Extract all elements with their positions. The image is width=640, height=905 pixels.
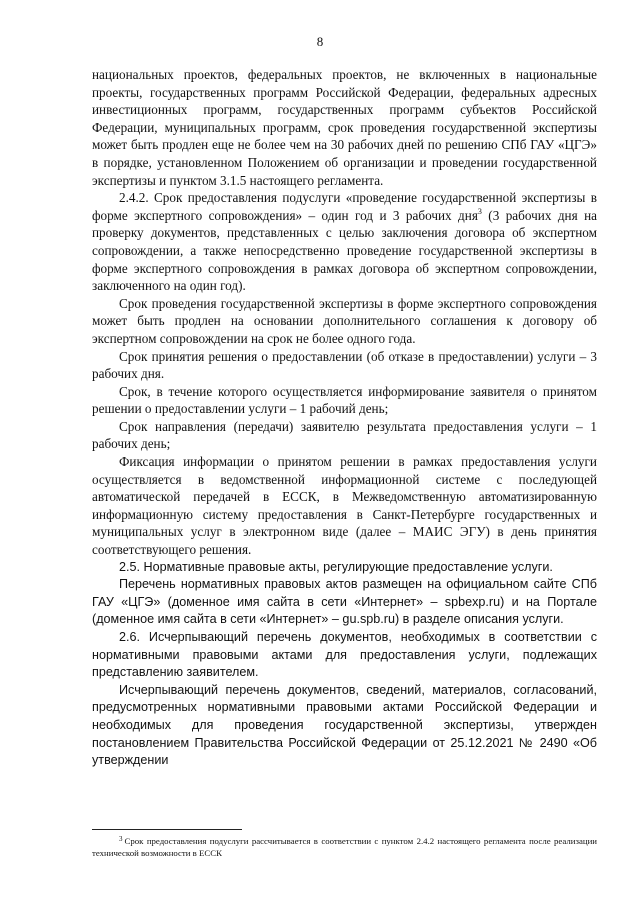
paragraph-decision-term: Срок принятия решения о предоставлении (об отказе в предоставлении) услуги – 3 рабочих дня. [92,348,597,382]
paragraph-documents-list: Исчерпывающий перечень документов, сведений, материалов, согласований, предусмотренных нормативными правовыми актами Российской Федерации и необходимых для проведения государственной экспертизы, утвержден постановлением Правительства Российской Федерации от 25.12.2021 № 2490 «Об утверждении [92,682,597,768]
footnote-text: Срок предоставления подуслуги рассчитывается в соответствии с пунктом 2.4.2 настоящего регламента после реализации технической возможности в ЕССК [92,836,597,858]
paragraph-2-4-2-text: 2.4.2. Срок предоставления подуслуги «проведение государственной экспертизы в форме экспертного сопровождения» – один год и 3 рабочих дня [92,190,597,223]
paragraph-extension: Срок проведения государственной экспертизы в форме экспертного сопровождения может быть продлен на основании дополнительного соглашения к договору об экспертном сопровождении на срок не более одного года. [92,295,597,346]
footnote-mark: 3 [119,835,123,843]
paragraph-continuation: национальных проектов, федеральных проектов, не включенных в национальные проекты, государственных программ Российской Федерации, федеральных адресных инвестиционных программ, государственных программ субъектов Российской Федерации, муниципальных программ, срок проведения государственной экспертизы может быть продлен еще не более чем на 30 рабочих дней по решению СПб ГАУ «ЦГЭ» в порядке, установленном Положением об организации и проведении государственной экспертизы и пунктом 3.1.5 настоящего регламента. [92,67,597,188]
paragraph-2-6: 2.6. Исчерпывающий перечень документов, необходимых в соответствии с нормативными правовыми актами для предоставления услуги, подлежащих представлению заявителем. [92,630,597,680]
paragraph-fixation: Фиксация информации о принятом решении в рамках предоставления услуги осуществляется в ведомственной информационной системе с последующей автоматической передачей в ЕССК, в Межведомственную автоматизированную информационную систему предоставления в Санкт-Петербурге государственных и муниципальных услуг в электронном виде (далее – МАИС ЭГУ) в день принятия соответствующего решения. [92,454,597,558]
body-text [92,66,597,770]
paragraph-2-4-2-text-after: (3 рабочих дня на проверку документов, представленных с целью заключения договора об экспертном сопровождении, а также непосредственно проведение государственной экспертизы в форме экспертного сопровождения в рамках договора об экспертном сопровождении, заключенного на один год). [92,207,597,294]
paragraph-legal-acts: Перечень нормативных правовых актов размещен на официальном сайте СПб ГАУ «ЦГЭ» (доменное имя сайта в сети «Интернет» – spbexp.ru) и на Портале (доменное имя сайта в сети «Интернет» – gu.spb.ru) в разделе описания услуги. [92,577,597,627]
footnote [92,834,597,859]
paragraph-transfer-term: Срок направления (передачи) заявителю результата предоставления услуги – 1 рабочих день; [92,418,597,452]
page-number: 8 [316,34,324,49]
footnote-reference: 3 [477,206,482,216]
paragraph-2-4-2 [92,189,597,295]
paragraph-informing-term: Срок, в течение которого осуществляется информирование заявителя о принятом решении о предоставлении услуги – 1 рабочий день; [92,383,597,417]
footnote-divider [92,829,242,830]
paragraph-2-5: 2.5. Нормативные правовые акты, регулирующие предоставление услуги. [119,559,553,574]
